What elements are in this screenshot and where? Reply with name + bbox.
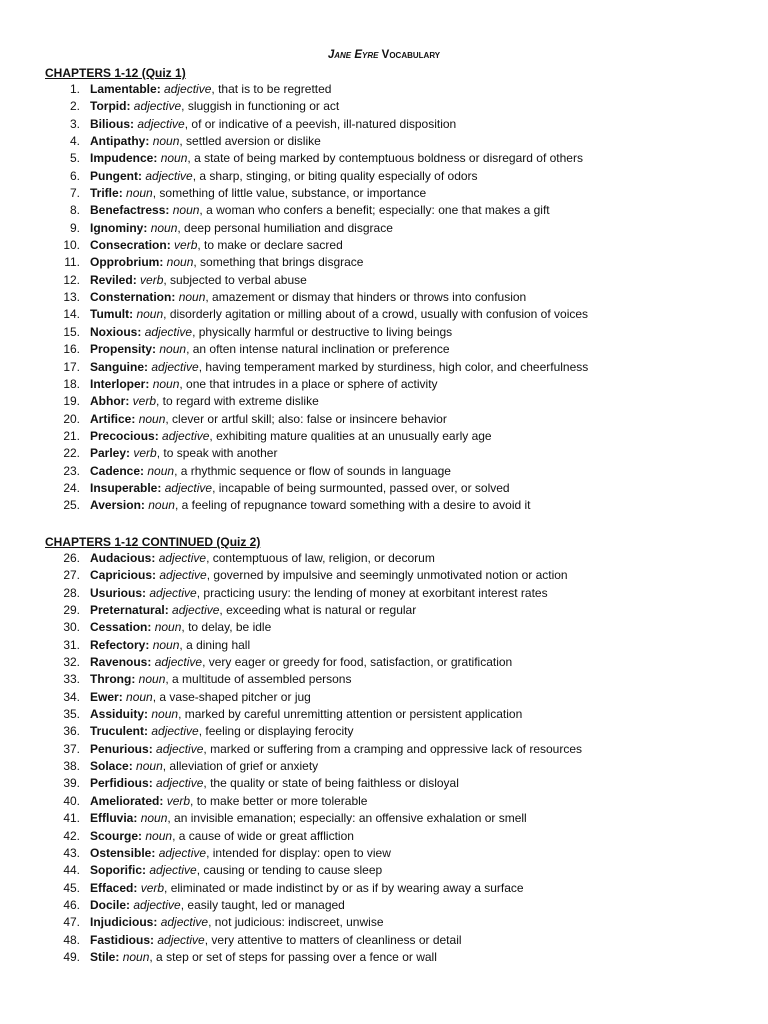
entry-number: 22. <box>63 446 80 461</box>
definition: , to delay, be idle <box>181 620 272 635</box>
definition: , a dining hall <box>179 637 251 652</box>
term-colon: : <box>115 949 123 964</box>
entry-text <box>90 202 550 219</box>
section-heading-quiz-2: CHAPTERS 1-12 CONTINUED (Quiz 2) <box>45 535 261 549</box>
entry-number: 16. <box>63 342 80 357</box>
part-of-speech: adjective <box>156 776 204 791</box>
part-of-speech: adjective <box>149 585 197 600</box>
entry-text <box>90 220 393 237</box>
entry-number: 10. <box>63 238 80 253</box>
term-colon: : <box>157 480 165 495</box>
entry-number: 6. <box>69 168 80 183</box>
definition: , an often intense natural inclination or preference <box>186 342 450 357</box>
entry-text <box>90 272 307 289</box>
term-colon: : <box>132 272 141 287</box>
entry-text <box>90 98 339 115</box>
entry-number: 33. <box>63 672 80 687</box>
entry-text <box>90 254 363 271</box>
part-of-speech: adjective <box>156 741 204 756</box>
entry-text <box>90 602 416 619</box>
part-of-speech: noun <box>151 707 179 722</box>
term-colon: : <box>126 897 134 912</box>
part-of-speech: noun <box>154 620 182 635</box>
term-colon: : <box>151 551 159 565</box>
term-colon: : <box>137 324 145 339</box>
part-of-speech: adjective <box>154 655 203 670</box>
entry-text <box>90 445 277 462</box>
entry-number: 9. <box>69 220 80 235</box>
definition: , that is to be regretted <box>211 82 332 96</box>
definition: , eliminated or made indistinct by or as if by wearing away a surface <box>164 880 524 895</box>
part-of-speech: adjective <box>151 359 199 374</box>
entry-text <box>90 671 351 688</box>
vocab-term: Ravenous <box>90 655 148 670</box>
term-colon: : <box>156 82 165 96</box>
term-colon: : <box>143 220 151 235</box>
definition: , very eager or greedy for food, satisfaction, or gratification <box>202 655 513 670</box>
part-of-speech: adjective <box>144 324 193 339</box>
part-of-speech: noun <box>147 463 175 478</box>
definition: , practicing usury: the lending of money at exorbitant interest rates <box>196 585 548 600</box>
entry-number: 18. <box>63 376 80 391</box>
term-colon: : <box>144 359 152 374</box>
vocab-term: Interloper <box>90 376 146 391</box>
definition: , the quality or state of being faithless or disloyal <box>203 776 459 791</box>
term-colon: : <box>166 238 175 253</box>
vocab-term: Tumult <box>90 307 130 322</box>
part-of-speech: noun <box>152 134 180 149</box>
vocab-term: Assiduity <box>90 707 145 722</box>
term-colon: : <box>118 689 127 704</box>
part-of-speech: adjective <box>164 82 212 96</box>
vocab-term: Artifice <box>90 411 132 426</box>
term-colon: : <box>144 724 152 739</box>
entry-number: 5. <box>69 151 80 166</box>
entry-text <box>90 150 583 167</box>
entry-number: 34. <box>63 689 80 704</box>
definition: , a multitude of assembled persons <box>165 672 352 687</box>
entry-number: 2. <box>69 99 80 114</box>
part-of-speech: verb <box>140 880 165 895</box>
definition: , one that intrudes in a place or sphere of activity <box>179 376 438 391</box>
definition: , physically harmful or destructive to living beings <box>192 324 453 339</box>
title-word: Vocabulary <box>381 49 441 61</box>
vocab-term: Sanguine <box>90 359 145 374</box>
definition: , a feeling of repugnance toward something with a desire to avoid it <box>174 498 531 513</box>
part-of-speech: noun <box>136 307 164 322</box>
term-colon: : <box>147 620 155 635</box>
term-colon: : <box>118 186 127 201</box>
entry-number: 36. <box>63 724 80 739</box>
vocab-term: Soporific <box>90 863 143 878</box>
definition: , subjected to verbal abuse <box>163 272 307 287</box>
part-of-speech: verb <box>133 446 157 461</box>
entry-text <box>90 775 459 792</box>
definition: , deep personal humiliation and disgrace <box>177 220 393 235</box>
part-of-speech: adjective <box>151 724 199 739</box>
term-colon: : <box>128 759 137 774</box>
vocab-term: Penurious <box>90 741 149 756</box>
term-colon: : <box>145 637 153 652</box>
entry-text <box>90 585 548 602</box>
part-of-speech: adjective <box>133 99 182 114</box>
definition: , a step or set of steps for passing over a fence or wall <box>149 949 437 964</box>
document-title <box>0 48 768 62</box>
term-colon: : <box>144 707 152 722</box>
entry-text <box>90 324 452 341</box>
definition: , marked by careful unremitting attention or persistent application <box>178 707 523 722</box>
entry-text <box>90 880 524 897</box>
entry-text <box>90 393 319 410</box>
entry-number: 1. <box>69 82 80 96</box>
entry-number: 13. <box>63 290 80 305</box>
term-colon: : <box>126 99 134 114</box>
term-colon: : <box>145 134 153 149</box>
entry-number: 12. <box>63 272 80 287</box>
entry-text <box>90 810 527 827</box>
entry-number: 26. <box>63 551 80 565</box>
entry-text <box>90 480 510 497</box>
vocab-term: Antipathy <box>90 134 146 149</box>
section-heading-quiz-1: CHAPTERS 1-12 (Quiz 1) <box>45 66 186 80</box>
entry-number: 11. <box>64 255 80 270</box>
entry-number: 17. <box>63 359 80 374</box>
entry-number: 31. <box>63 637 80 652</box>
definition: , easily taught, led or managed <box>180 897 345 912</box>
term-colon: : <box>142 585 150 600</box>
part-of-speech: verb <box>132 394 157 409</box>
vocab-term: Torpid <box>90 99 127 114</box>
entry-text <box>90 758 318 775</box>
entry-text <box>90 341 450 358</box>
part-of-speech: adjective <box>158 845 207 860</box>
entry-number: 46. <box>63 897 80 912</box>
entry-text <box>90 741 582 758</box>
entry-number: 38. <box>63 759 80 774</box>
entry-text <box>90 133 321 150</box>
entry-text <box>90 463 451 480</box>
vocab-term: Lamentable <box>90 82 157 96</box>
part-of-speech: noun <box>172 203 200 218</box>
vocab-term: Scourge <box>90 828 139 843</box>
vocab-term: Propensity <box>90 342 153 357</box>
part-of-speech: noun <box>126 186 153 201</box>
vocab-term: Insuperable <box>90 480 158 495</box>
definition: , causing or tending to cause sleep <box>196 863 383 878</box>
definition: , an invisible emanation; especially: an offensive exhalation or smell <box>167 811 527 826</box>
part-of-speech: noun <box>159 342 187 357</box>
vocab-term: Audacious <box>90 551 152 565</box>
part-of-speech: noun <box>150 220 178 235</box>
vocab-term: Precocious <box>90 428 155 443</box>
entry-number: 23. <box>63 463 80 478</box>
definition: , feeling or displaying ferocity <box>198 724 354 739</box>
definition: , a state of being marked by contemptuous boldness or disregard of others <box>187 151 583 166</box>
term-colon: : <box>148 741 157 756</box>
term-colon: : <box>129 307 137 322</box>
part-of-speech: adjective <box>162 428 210 443</box>
term-colon: : <box>131 672 139 687</box>
vocab-term: Cadence <box>90 463 141 478</box>
part-of-speech: adjective <box>133 897 181 912</box>
vocab-term: Stile <box>90 949 116 964</box>
vocab-term: Bilious <box>90 116 131 131</box>
entry-text <box>90 81 331 98</box>
vocab-term: Ostensible <box>90 845 152 860</box>
title-book-name: Jane Eyre <box>327 49 379 61</box>
vocab-term: Noxious <box>90 324 138 339</box>
definition: , a rhythmic sequence or flow of sounds in language <box>174 463 451 478</box>
vocab-term: Preternatural <box>90 603 165 618</box>
vocab-term: Ameliorated <box>90 793 160 808</box>
vocab-term: Cessation <box>90 620 148 635</box>
definition: , to make better or more tolerable <box>190 793 368 808</box>
term-colon: : <box>125 394 133 409</box>
entry-number: 3. <box>69 116 80 131</box>
vocab-term: Ewer <box>90 689 119 704</box>
definition: , exhibiting mature qualities at an unusually early age <box>209 428 492 443</box>
term-colon: : <box>140 463 148 478</box>
entry-text <box>90 376 438 393</box>
vocab-term: Injudicious <box>90 915 154 930</box>
definition: , intended for display: open to view <box>206 845 391 860</box>
vocab-term: Consternation <box>90 290 172 305</box>
term-colon: : <box>138 828 146 843</box>
entry-number: 48. <box>63 932 80 947</box>
entry-number: 27. <box>63 568 80 583</box>
entry-text <box>90 793 367 810</box>
definition: , a sharp, stinging, or biting quality especially of odors <box>192 168 478 183</box>
term-colon: : <box>152 568 160 583</box>
vocab-term: Truculent <box>90 724 145 739</box>
definition: , incapable of being surmounted, passed over, or solved <box>212 480 510 495</box>
definition: , not judicious: indiscreet, unwise <box>208 915 384 930</box>
entry-text <box>90 359 588 376</box>
definition: , to speak with another <box>156 446 278 461</box>
part-of-speech: adjective <box>164 480 213 495</box>
vocab-term: Opprobrium <box>90 255 160 270</box>
vocab-term: Solace <box>90 759 129 774</box>
definition: , a woman who confers a benefit; especially: one that makes a gift <box>199 203 550 218</box>
term-colon: : <box>159 255 167 270</box>
part-of-speech: adjective <box>137 116 185 131</box>
entry-text <box>90 723 353 740</box>
entry-text <box>90 619 271 636</box>
definition: , governed by impulsive and seemingly unmotivated notion or action <box>206 568 568 583</box>
entry-number: 8. <box>69 203 80 218</box>
vocab-term: Reviled <box>90 272 133 287</box>
vocab-term: Refectory <box>90 637 146 652</box>
entry-number: 32. <box>63 655 80 670</box>
entry-number: 29. <box>63 603 80 618</box>
entry-text <box>90 654 512 671</box>
term-colon: : <box>145 376 153 391</box>
definition: , of or indicative of a peevish, ill-natured disposition <box>184 116 457 131</box>
entry-number: 41. <box>63 811 80 826</box>
vocab-term: Consecration <box>90 238 167 253</box>
definition: , marked or suffering from a cramping and oppressive lack of resources <box>203 741 583 756</box>
vocab-term: Parley <box>90 446 127 461</box>
entry-text <box>90 637 250 654</box>
term-colon: : <box>140 498 149 513</box>
part-of-speech: verb <box>140 272 164 287</box>
entry-number: 42. <box>63 828 80 843</box>
term-colon: : <box>133 811 141 826</box>
entry-text <box>90 411 447 428</box>
term-colon: : <box>159 793 167 808</box>
part-of-speech: noun <box>160 151 188 166</box>
part-of-speech: noun <box>152 376 180 391</box>
entry-text <box>90 168 478 185</box>
part-of-speech: adjective <box>159 568 207 583</box>
term-colon: : <box>142 863 150 878</box>
definition: , disorderly agitation or milling about of a crowd, usually with confusion of voices <box>163 307 589 322</box>
definition: , amazement or dismay that hinders or throws into confusion <box>205 290 527 305</box>
part-of-speech: noun <box>122 949 150 964</box>
vocab-term: Benefactress <box>90 203 166 218</box>
part-of-speech: noun <box>138 411 166 426</box>
vocab-term: Effluvia <box>90 811 134 826</box>
definition: , settled aversion or dislike <box>179 134 321 149</box>
part-of-speech: verb <box>174 238 198 253</box>
part-of-speech: noun <box>152 637 180 652</box>
entry-text <box>90 567 568 584</box>
vocab-term: Effaced <box>90 880 134 895</box>
entry-text <box>90 845 391 862</box>
vocab-term: Aversion <box>90 498 141 513</box>
entry-number: 14. <box>63 307 80 322</box>
part-of-speech: noun <box>178 290 206 305</box>
definition: , clever or artful skill; also: false or insincere behavior <box>165 411 447 426</box>
definition: , contemptuous of law, religion, or decorum <box>206 551 435 565</box>
part-of-speech: adjective <box>149 863 197 878</box>
vocab-term: Perfidious <box>90 776 149 791</box>
entry-text <box>90 306 588 323</box>
vocab-term: Trifle <box>90 186 119 201</box>
term-colon: : <box>126 446 134 461</box>
entry-text <box>90 862 382 879</box>
definition: , something of little value, substance, or importance <box>152 186 427 201</box>
entry-text <box>90 185 426 202</box>
definition: , to regard with extreme dislike <box>156 394 319 409</box>
entry-number: 4. <box>69 134 80 149</box>
definition: , exceeding what is natural or regular <box>219 603 417 618</box>
part-of-speech: noun <box>126 689 153 704</box>
entry-number: 45. <box>63 880 80 895</box>
entry-number: 47. <box>63 915 80 930</box>
entry-number: 21. <box>63 428 80 443</box>
term-colon: : <box>133 880 141 895</box>
entry-number: 7. <box>69 186 80 201</box>
part-of-speech: noun <box>148 498 175 513</box>
part-of-speech: adjective <box>157 932 205 947</box>
vocab-term: Fastidious <box>90 932 151 947</box>
vocab-term: Impudence <box>90 151 154 166</box>
vocab-term: Abhor <box>90 394 126 409</box>
definition: , sluggish in functioning or act <box>181 99 340 114</box>
entry-text <box>90 428 492 445</box>
entry-text <box>90 914 384 931</box>
entry-number: 39. <box>63 776 80 791</box>
part-of-speech: noun <box>138 672 166 687</box>
entry-number: 43. <box>63 845 80 860</box>
vocab-term: Capricious <box>90 568 153 583</box>
part-of-speech: adjective <box>172 603 220 618</box>
entry-text <box>90 828 354 845</box>
part-of-speech: noun <box>140 811 168 826</box>
definition: , very attentive to matters of cleanliness or detail <box>204 932 462 947</box>
entry-number: 24. <box>63 480 80 495</box>
entry-number: 28. <box>63 585 80 600</box>
definition: , something that brings disgrace <box>193 255 364 270</box>
entry-text <box>90 550 435 567</box>
entry-number: 37. <box>63 741 80 756</box>
part-of-speech: adjective <box>158 551 207 565</box>
entry-number: 25. <box>63 498 80 513</box>
entry-text <box>90 237 343 254</box>
term-colon: : <box>138 168 146 183</box>
term-colon: : <box>171 290 179 305</box>
term-colon: : <box>150 932 158 947</box>
part-of-speech: noun <box>166 255 194 270</box>
vocab-term: Throng <box>90 672 132 687</box>
entry-text <box>90 932 462 949</box>
entry-text <box>90 949 437 966</box>
definition: , alleviation of grief or anxiety <box>162 759 319 774</box>
entry-number: 20. <box>63 411 80 426</box>
definition: , having temperament marked by sturdiness, high color, and cheerfulness <box>198 359 589 374</box>
entry-number: 40. <box>63 793 80 808</box>
part-of-speech: noun <box>145 828 173 843</box>
entry-number: 30. <box>63 620 80 635</box>
entry-number: 15. <box>63 324 80 339</box>
part-of-speech: noun <box>136 759 163 774</box>
definition: , a cause of wide or great affliction <box>172 828 354 843</box>
term-colon: : <box>131 411 139 426</box>
vocab-term: Ignominy <box>90 220 144 235</box>
part-of-speech: verb <box>166 793 191 808</box>
term-colon: : <box>165 203 173 218</box>
entry-number: 44. <box>63 863 80 878</box>
part-of-speech: adjective <box>160 915 209 930</box>
part-of-speech: adjective <box>145 168 193 183</box>
entry-number: 49. <box>63 949 80 964</box>
term-colon: : <box>152 342 160 357</box>
definition: , to make or declare sacred <box>197 238 343 253</box>
entry-text <box>90 116 456 133</box>
entry-text <box>90 689 311 706</box>
term-colon: : <box>154 428 163 443</box>
term-colon: : <box>130 116 138 131</box>
vocab-term: Usurious <box>90 585 143 600</box>
vocab-term: Docile <box>90 897 127 912</box>
entry-text <box>90 497 531 514</box>
term-colon: : <box>153 151 161 166</box>
entry-text <box>90 897 345 914</box>
entry-text <box>90 289 526 306</box>
entry-text <box>90 706 522 723</box>
term-colon: : <box>164 603 173 618</box>
term-colon: : <box>151 845 159 860</box>
entry-number: 19. <box>63 394 80 409</box>
entry-number: 35. <box>63 707 80 722</box>
term-colon: : <box>148 776 157 791</box>
term-colon: : <box>153 915 161 930</box>
definition: , a vase-shaped pitcher or jug <box>152 689 311 704</box>
vocab-term: Pungent <box>90 168 138 183</box>
term-colon: : <box>147 655 155 670</box>
